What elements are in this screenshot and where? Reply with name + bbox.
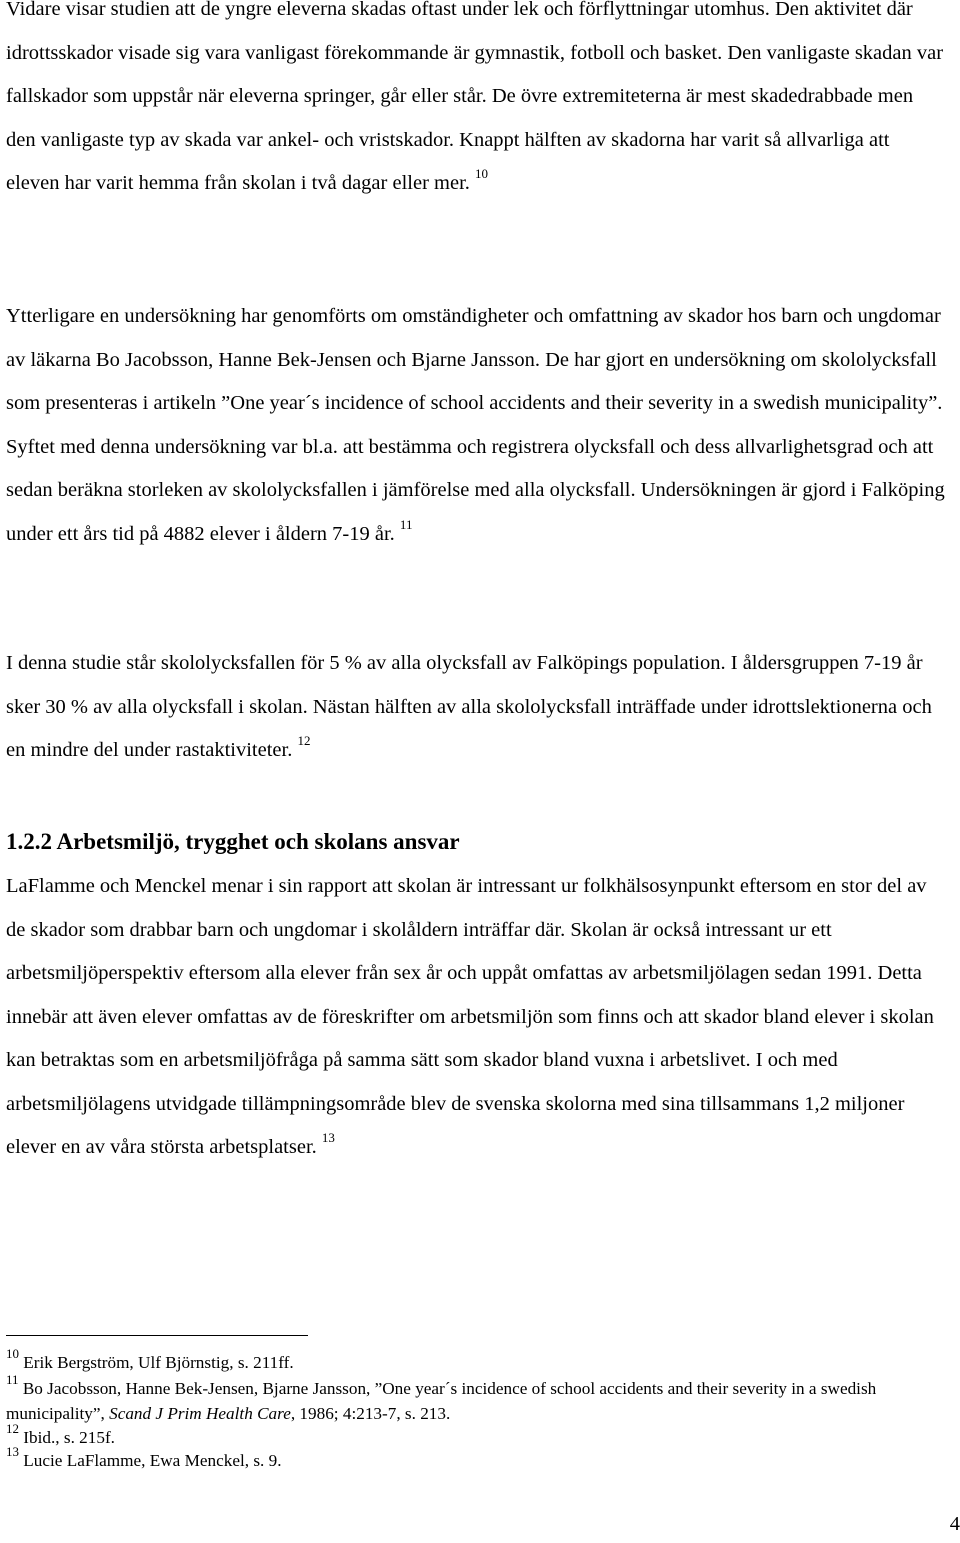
footnote-text: Ibid., s. 215f.: [23, 1428, 115, 1447]
footnote-separator: [6, 1335, 308, 1336]
footnote-13: [6, 1444, 958, 1473]
footnote-ref-10[interactable]: 10: [475, 166, 489, 182]
section-title: Arbetsmiljö, trygghet och skolans ansvar: [56, 829, 460, 854]
footnote-number: 11: [6, 1372, 19, 1388]
section-heading: [6, 822, 460, 862]
footnote-12: [6, 1421, 958, 1450]
paragraph-text: LaFlamme och Menckel menar i sin rapport att skolan är intressant ur folkhälsosynpunkt eftersom en stor del av de skador som drabbar barn och ungdomar i skolåldern inträffar där. Skolan är också intressant ur ett arbetsmiljöperspektiv eftersom alla elever från sex år och uppåt omfattas av arbetsmiljölagen sedan 1991. Detta innebär att även elever omfattas av de föreskrifter om arbetsmiljön som finns och att skador bland elever i skolan kan betraktas som en arbetsmiljöfråga på samma sätt som skador bland vuxna i arbetslivet. I och med arbetsmiljölagens utvidgade tillämpningsområde blev de svenska skolorna med sina tillsammans 1,2 miljoner elever en av våra största arbetsplatser.: [6, 875, 934, 1158]
page-number: 4: [949, 1513, 960, 1535]
footnote-journal-title: Scand J Prim Health Care: [109, 1404, 291, 1423]
footnote-ref-13[interactable]: 13: [321, 1130, 335, 1146]
footnote-11: [6, 1372, 958, 1426]
paragraph-school-injury-study: [6, 0, 946, 206]
paragraph-falkoping-statistics: [6, 642, 946, 773]
paragraph-text: Ytterligare en undersökning har genomförts om omständigheter och omfattning av skador hos barn och ungdomar av läkarna Bo Jacobsson, Hanne Bek-Jensen och Bjarne Jansson. De har gjort en undersökning om skololycksfall som presenteras i artikeln ”One year´s incidence of school accidents and their severity in a swedish municipality”. Syftet med denna undersökning var bl.a. att bestämma och registrera olycksfall och dess allvarlighetsgrad och att sedan beräkna storleken av skololycksfallen i jämförelse med alla olycksfall. Undersökningen är gjord i Falköping under ett års tid på 4882 elever i åldern 7-19 år.: [6, 305, 945, 545]
footnote-number: 12: [6, 1421, 19, 1437]
paragraph-work-environment: [6, 865, 946, 1170]
footnote-text: Bo Jacobsson, Hanne Bek-Jensen, Bjarne Jansson, ”One year´s incidence of school accidents and their severity in a swedish municipality”,: [6, 1379, 877, 1423]
footnote-ref-11[interactable]: 11: [399, 516, 413, 532]
paragraph-jacobsson-study: [6, 295, 946, 556]
footnote-text: Lucie LaFlamme, Ewa Menckel, s. 9.: [23, 1451, 282, 1470]
footnote-10: [6, 1346, 958, 1375]
footnote-ref-12[interactable]: 12: [297, 733, 311, 749]
footnote-number: 13: [6, 1444, 19, 1460]
footnote-text: Erik Bergström, Ulf Björnstig, s. 211ff.: [23, 1353, 294, 1372]
footnote-text-tail: , 1986; 4:213-7, s. 213.: [290, 1404, 451, 1423]
paragraph-text: Vidare visar studien att de yngre eleverna skadas oftast under lek och förflyttningar utomhus. Den aktivitet där idrottsskador visade sig vara vanligast förekommande är gymnastik, fotboll och basket. Den vanligaste skadan var fallskador som uppstår när eleverna springer, går eller står. De övre extremiteterna är mest skadedrabbade men den vanligaste typ av skada var ankel- och vristskador. Knappt hälften av skadorna har varit så allvarliga att eleven har varit hemma från skolan i två dagar eller mer.: [6, 0, 944, 194]
section-number: 1.2.2: [6, 829, 52, 854]
footnote-number: 10: [6, 1346, 19, 1362]
paragraph-text: I denna studie står skololycksfallen för 5 % av alla olycksfall av Falköpings population. I åldersgruppen 7-19 år sker 30 % av alla olycksfall i skolan. Nästan hälften av alla skololycksfall inträffade under idrottslektionerna och en mindre del under rastaktiviteter.: [6, 652, 932, 761]
